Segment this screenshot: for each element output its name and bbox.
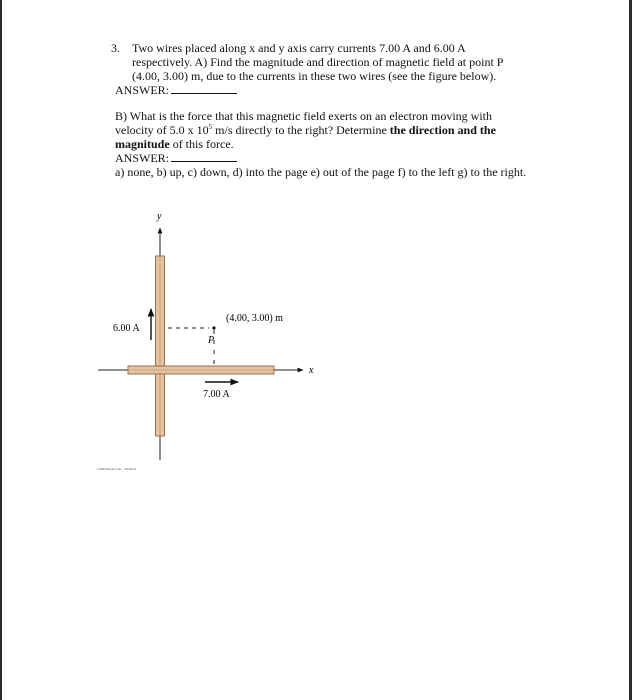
current-x-label: 7.00 A <box>203 389 230 400</box>
part-b-line-1: B) What is the force that this magnetic field exerts on an electron moving with <box>115 109 493 123</box>
point-p-coordinates: (4.00, 3.00) m <box>226 313 283 324</box>
y-axis-label: y <box>157 211 162 222</box>
part-b-bold-direction: the direction and the <box>389 123 496 137</box>
question-number: 3. <box>111 41 120 55</box>
answer-options: a) none, b) up, c) down, d) into the page e) out of the page f) to the left g) to the right. <box>115 165 527 179</box>
x-axis-label: x <box>309 365 314 376</box>
answer-a-label: ANSWER: <box>115 83 169 97</box>
question-text-line-1: Two wires placed along x and y axis carry currents 7.00 A and 6.00 A <box>132 41 466 55</box>
answer-b-label: ANSWER: <box>115 151 169 165</box>
question-text-line-2: respectively. A) Find the magnitude and direction of magnetic field at point P <box>132 55 504 69</box>
part-b-line-3-rest: of this force. <box>169 137 234 151</box>
question-text-line-3: (4.00, 3.00) m, due to the currents in these two wires (see the figure below). <box>132 69 497 83</box>
part-b-bold-magnitude: magnitude <box>115 137 170 151</box>
point-p-label: P <box>208 335 215 346</box>
part-b-exponent: 5 <box>208 123 213 131</box>
part-b-velocity-text: velocity of 5.0 x 10 <box>115 123 209 137</box>
point-p-marker <box>212 326 215 329</box>
current-y-label: 6.00 A <box>113 323 140 334</box>
figure-credit: ©2008 Brooks/Cole - Thomson <box>96 467 137 471</box>
part-b-line-2-rest: m/s directly to the right? Determine <box>212 123 390 137</box>
